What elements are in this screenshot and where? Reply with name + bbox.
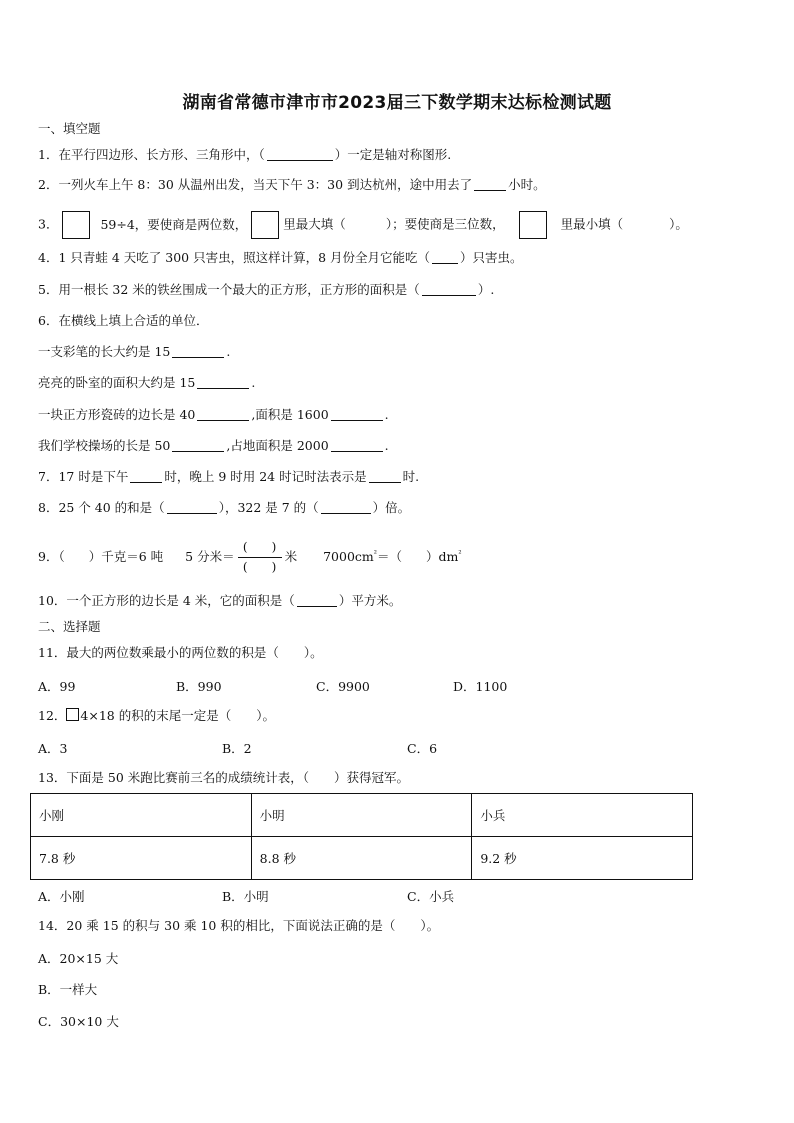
question-5	[38, 282, 494, 298]
question-6-intro: 6．在横线上填上合适的单位．	[38, 313, 209, 328]
q8-text-c: ）倍。	[372, 500, 411, 515]
q6-l2-text-a: 亮亮的卧室的面积大约是 15	[38, 375, 196, 390]
q9-fraction-numerator[interactable]: ( )	[242, 540, 277, 555]
q6-l4-blank-2[interactable]	[331, 439, 383, 452]
q1-blank[interactable]	[267, 148, 333, 161]
question-2	[38, 177, 546, 193]
q14-option-b[interactable]: B．一样大	[38, 982, 98, 997]
q1-text-b: ）一定是轴对称图形.	[334, 147, 452, 162]
table-cell-time: 9.2 秒	[472, 837, 693, 880]
q12-number: 12．	[38, 708, 67, 723]
q10-text-a: 10．一个正方形的边长是 4 米，它的面积是（	[38, 593, 295, 608]
question-6-line-2	[38, 375, 255, 391]
q3-text-a: 59÷4，要使商是两位数，	[100, 216, 248, 232]
q7-blank-1[interactable]	[130, 470, 162, 483]
q7-text-a: 7．17 时是下午	[38, 469, 129, 484]
q6-l3-blank-2[interactable]	[331, 408, 383, 421]
q12-option-b[interactable]: B．2	[222, 741, 252, 756]
q6-l1-text-b: .	[226, 344, 231, 359]
question-12	[38, 708, 275, 724]
q3-text-b: 里最大填（	[283, 216, 346, 232]
page-title: 湖南省常德市津市市2023届三下数学期末达标检测试题	[182, 93, 612, 113]
q3-box-2[interactable]	[251, 211, 279, 239]
q6-l4-blank-1[interactable]	[172, 439, 224, 452]
q9-fraction[interactable]	[238, 540, 282, 575]
q12-option-a[interactable]: A．3	[38, 741, 68, 756]
question-7	[38, 469, 419, 485]
question-6-line-3	[38, 407, 389, 423]
q11-option-d[interactable]: D．1100	[453, 679, 508, 694]
q6-l1-text-a: 一支彩笔的长大约是 15	[38, 344, 171, 359]
q4-text-b: ）只害虫。	[460, 250, 523, 265]
q10-blank[interactable]	[297, 594, 337, 607]
q6-l4-text-b: ,占地面积是 2000	[226, 438, 329, 453]
q9-text-d: 米	[284, 549, 298, 565]
question-14-stem: 14．20 乘 15 的积与 30 乘 10 积的相比，下面说法正确的是（ ）。	[38, 918, 440, 933]
q6-l2-blank[interactable]	[197, 376, 249, 389]
q3-text-c: ）；要使商是三位数，	[385, 216, 505, 232]
q3-text-d: 里最小填（	[560, 216, 624, 232]
q14-option-a[interactable]: A．20×15 大	[38, 951, 119, 966]
q11-option-b[interactable]: B．990	[176, 679, 222, 694]
section-multiple-choice: 二、选择题	[38, 619, 101, 634]
q9-fraction-bar	[238, 557, 282, 558]
question-10	[38, 593, 401, 609]
question-3	[38, 211, 688, 239]
q2-blank[interactable]	[474, 178, 506, 191]
q7-text-c: 时.	[402, 469, 420, 484]
q8-blank-2[interactable]	[321, 501, 371, 514]
race-results-table	[30, 793, 693, 880]
q3-number: 3．	[38, 216, 59, 232]
question-6-line-4	[38, 438, 389, 454]
q9-fraction-denominator[interactable]: ( )	[242, 560, 277, 575]
table-cell-name: 小明	[251, 794, 472, 837]
q5-text-b: ）.	[477, 282, 495, 297]
q9-text-f: ＝（	[376, 549, 402, 565]
q4-text-a: 4．1 只青蛙 4 天吃了 300 只害虫，照这样计算，8 月份全月它能吃（	[38, 250, 431, 265]
q13-option-c[interactable]: C．小兵	[407, 889, 455, 904]
table-row	[31, 794, 693, 837]
q4-blank[interactable]	[432, 251, 458, 264]
q10-text-b: ）平方米。	[338, 593, 402, 608]
q6-l3-text-c: .	[384, 407, 389, 422]
q9-text-c: 5 分米＝	[185, 549, 235, 565]
q1-text-a: 1．在平行四边形、长方形、三角形中，（	[38, 147, 265, 162]
q8-blank-1[interactable]	[167, 501, 217, 514]
q2-text-a: 2．一列火车上午 8：30 从温州出发，当天下午 3：30 到达杭州，途中用去了	[38, 177, 473, 192]
q11-option-a[interactable]: A．99	[38, 679, 76, 694]
question-6-line-1	[38, 344, 230, 360]
q5-blank[interactable]	[422, 283, 476, 296]
q9-text-e: 7000cm	[323, 549, 374, 565]
q6-l3-text-a: 一块正方形瓷砖的边长是 40	[38, 407, 196, 422]
q9-text-a: 9．（	[38, 549, 65, 565]
table-cell-time: 7.8 秒	[31, 837, 252, 880]
q12-option-c[interactable]: C．6	[407, 741, 438, 756]
table-cell-name: 小兵	[472, 794, 693, 837]
question-11-stem: 11．最大的两位数乘最小的两位数的积是（ ）。	[38, 645, 323, 660]
q3-text-e: ）。	[669, 216, 688, 232]
q6-l4-text-a: 我们学校操场的长是 50	[38, 438, 171, 453]
question-13-stem: 13．下面是 50 米跑比赛前三名的成绩统计表，（ ）获得冠军。	[38, 770, 410, 785]
q9-text-b: ）千克＝6 吨	[88, 549, 164, 565]
q5-text-a: 5．用一根长 32 米的铁丝围成一个最大的正方形，正方形的面积是（	[38, 282, 420, 297]
q7-text-b: 时，晚上 9 时用 24 时记时法表示是	[164, 469, 367, 484]
q14-option-c[interactable]: C．30×10 大	[38, 1014, 119, 1029]
table-cell-time: 8.8 秒	[251, 837, 472, 880]
q6-l2-text-b: .	[251, 375, 256, 390]
q2-text-b: 小时。	[508, 177, 546, 192]
q13-option-a[interactable]: A．小刚	[38, 889, 85, 904]
q6-l3-blank-1[interactable]	[197, 408, 249, 421]
q8-text-b: ），322 是 7 的（	[218, 500, 319, 515]
q6-l3-text-b: ,面积是 1600	[251, 407, 329, 422]
question-8	[38, 500, 410, 516]
question-9	[38, 531, 462, 577]
q12-box[interactable]	[66, 708, 79, 721]
q9-sup-1: ²	[373, 549, 377, 558]
question-1	[38, 147, 451, 163]
q3-box-3[interactable]	[519, 211, 547, 239]
q12-text: 4×18 的积的末尾一定是（ ）。	[80, 708, 275, 723]
q9-sup-2: ²	[458, 549, 462, 558]
q11-option-c[interactable]: C．9900	[316, 679, 370, 694]
q3-box-1[interactable]	[62, 211, 90, 239]
section-fill-blank: 一、填空题	[38, 121, 101, 136]
q6-l1-blank[interactable]	[172, 345, 224, 358]
q13-option-b[interactable]: B．小明	[222, 889, 269, 904]
table-row	[31, 837, 693, 880]
question-4	[38, 250, 523, 266]
q6-l4-text-c: .	[384, 438, 389, 453]
q9-text-g: ）dm	[426, 549, 459, 565]
q7-blank-2[interactable]	[369, 470, 401, 483]
q8-text-a: 8．25 个 40 的和是（	[38, 500, 165, 515]
table-cell-name: 小刚	[31, 794, 252, 837]
